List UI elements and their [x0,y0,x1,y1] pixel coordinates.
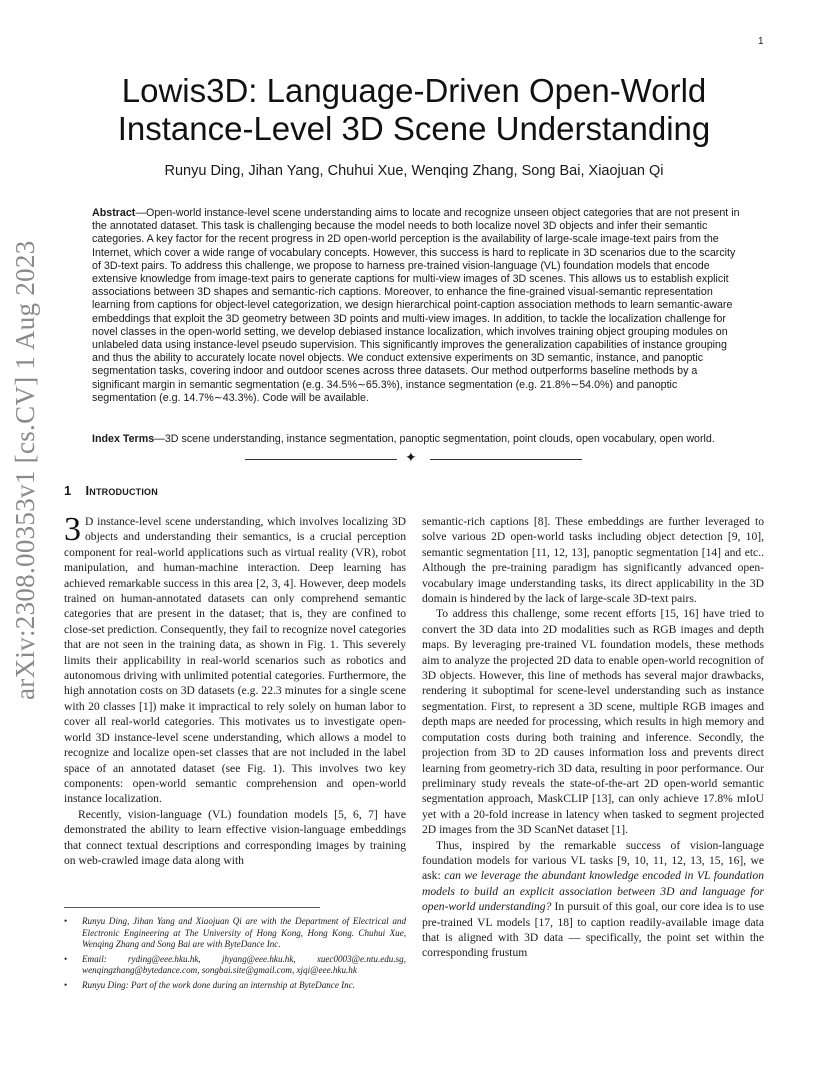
intro-paragraph-5-start: Thus, inspired by the remarkable success of vision-language foundation models for various VL tasks [9, 10, 11, 12, 13, 15, 16], we ask: [422,838,764,883]
section-number: 1 [64,483,72,498]
title-line-2: Instance-Level 3D Scene Understanding [117,110,711,147]
abstract [92,207,740,405]
page-number: 1 [758,36,764,47]
intro-paragraph-1 [64,511,406,807]
intro-paragraph-3: semantic-rich captions [8]. These embeddings are further leveraged to solve various 2D open-world tasks including object detection [9, 10], semantic segmentation [11, 12, 13], panoptic segmentation [14] and etc.. Although the pre-training paradigm has significantly advanced open-vocabulary image understanding tasks, its direct applicability in the 3D domain is hindered by the lack of large-scale 3D-text pairs. [422,515,764,606]
section-heading [64,483,158,498]
footnote-internship: • Runyu Ding: Part of the work done during an internship at ByteDance Inc. [64,979,356,990]
footnote-affiliation: • Runyu Ding, Jihan Yang and Xiaojuan Qi are with the Department of Electrical and Electronic Engineering at The University of Hong Kong, Hong Kong. Chuhui Xue, Wenqing Zhang and Song Bai are with ByteDance Inc. [64,916,406,949]
intro-paragraph-1-text: D instance-level scene understanding, which involves localizing 3D objects and understanding their semantics, is a crucial perception component for real-world applications such as virtual reality (VR), robot manipulation, and human-machine interaction. Deep learning has achieved remarkable success in this area [2, 3, 4]. However, deep models trained on human-annotated datasets can only comprehend semantic categories that are present in the dataset; that is, they are confined to close-set prediction. Consequently, they fail to recognize novel categories that are not seen in the training data, as shown in Fig. 1. This severely limits their applicability in real-world scenarios such as robotics and autonomous driving with unlimited potential categories. Furthermore, the high annotation costs on 3D datasets (e.g. 22.3 minutes for a single scene with 20 classes [1]) make it impractical to rely solely on human labor to cover all real-world categories. This motivates us to investigate open-world 3D instance-level scene understanding, which allows a model to recognize and localize open-set classes that are not included in the label space of an annotated dataset (see Fig. 1). This involves two key components: open-world semantic comprehension and open-world instance localization. [64,515,406,806]
index-terms [92,433,740,446]
paper-title [80,72,748,148]
intro-paragraph-4: To address this challenge, some recent efforts [15, 16] have tried to convert the 3D data into 2D modalities such as RGB images and depth maps. By leveraging pre-trained VL foundation models, these methods aim to analyze the projected 2D data to enable open-world recognition of 3D objects. However, this line of methods has several major drawbacks, rendering it suboptimal for scene-level understanding such as instance segmentation. First, to represent a 3D scene, multiple RGB images and depth maps are needed for processing, which results in high memory and computation costs during both training and inference. Secondly, the projection from 3D to 2D causes information loss and prevents direct learning from geometry-rich 3D data, resulting in poor performance. Our preliminary study reveals the state-of-the-art 2D open-world semantic segmentation approach, MaskCLIP [13], can only achieve 17.8% mIoU yet with a 20-fold increase in latency when tasked to segment projected 2D images from the 3D ScanNet dataset [1]. [422,607,764,837]
section-title: Introduction [85,483,158,498]
drop-cap: 3 [64,511,81,548]
index-terms-text: —3D scene understanding, instance segmentation, panoptic segmentation, point clouds, open vocabulary, open world. [154,433,715,445]
title-line-1: Lowis3D: Language-Driven Open-World [121,72,707,109]
arxiv-identifier-stamp: arXiv:2308.00353v1 [cs.CV] 1 Aug 2023 [10,240,40,700]
footnote-email: • Email: ryding@eee.hku.hk, jhyang@eee.hku.hk, xuec0003@e.ntu.edu.sg, wenqingzhang@bytedance.com, songbai.site@gmail.com, xjqi@eee.hku.hk [64,953,406,975]
bullet-icon: • [64,953,68,964]
footnote-rule [64,907,320,908]
abstract-text: —Open-world instance-level scene understanding aims to locate and recognize unseen object categories that are not present in the annotated dataset. This task is challenging because the model needs to both localize novel 3D objects and infer their semantic categories. A key factor for the recent progress in 2D open-world perception is the availability of large-scale image-text pairs from the Internet, which cover a wide range of vocabulary concepts. However, this success is hard to replicate in 3D scenarios due to the scarcity of 3D-text pairs. To address this challenge, we propose to harness pre-trained vision-language (VL) foundation models that encode extensive knowledge from image-text pairs to generate captions for multi-view images of 3D scenes. This allows us to establish explicit associations between 3D shapes and semantic-rich captions. Moreover, to enhance the fine-grained visual-semantic representation learning from captions for object-level categorization, we design hierarchical point-caption association methods to learn semantic-aware embeddings that exploit the 3D geometry between 3D points and multi-view images. In addition, to tackle the localization challenge for novel classes in the open-world setting, we develop debiased instance localization, which involves training object grouping modules on unlabeled data using instance-level pseudo supervision. This significantly improves the generalization capabilities of instance grouping and thus the ability to accurately locate novel objects. We conduct extensive experiments on 3D semantic, instance, and panoptic segmentation tasks, covering indoor and outdoor scenes across three datasets. Our method outperforms baseline methods by a significant margin in semantic segmentation (e.g. 34.5%∼65.3%), instance segmentation (e.g. 21.8%∼54.0%) and panoptic segmentation (e.g. 14.7%∼43.3%). Code will be available. [92,207,740,404]
index-terms-label: Index Terms [92,433,155,445]
body-column-left [64,511,406,868]
author-list: Runyu Ding, Jihan Yang, Chuhui Xue, Wenqing Zhang, Song Bai, Xiaojuan Qi [164,163,664,179]
abstract-label: Abstract [92,207,136,219]
research-question: can we leverage the abundant knowledge encoded in VL foundation models to build an explicit association between 3D and language for open-world understanding? [422,869,764,914]
separator-diamond-icon: ✦ [405,451,417,466]
intro-paragraph-2: Recently, vision-language (VL) foundation models [5, 6, 7] have demonstrated the ability to learn effective vision-language embeddings that connect textual descriptions and corresponding images by training on web-crawled image data along with [64,807,406,867]
footnotes [64,916,406,994]
intro-paragraph-5-end: In pursuit of this goal, our core idea is to use pre-trained VL models [17, 18] to caption readily-available image data that is aligned with 3D data — specifically, the point set within the corresponding frustum [422,900,765,960]
bullet-icon: • [64,916,68,926]
separator-rule-right [430,459,582,460]
intro-paragraph-5 [422,838,764,961]
bullet-icon: • [64,979,68,990]
body-column-right [422,514,764,961]
separator-rule-left [245,459,397,460]
